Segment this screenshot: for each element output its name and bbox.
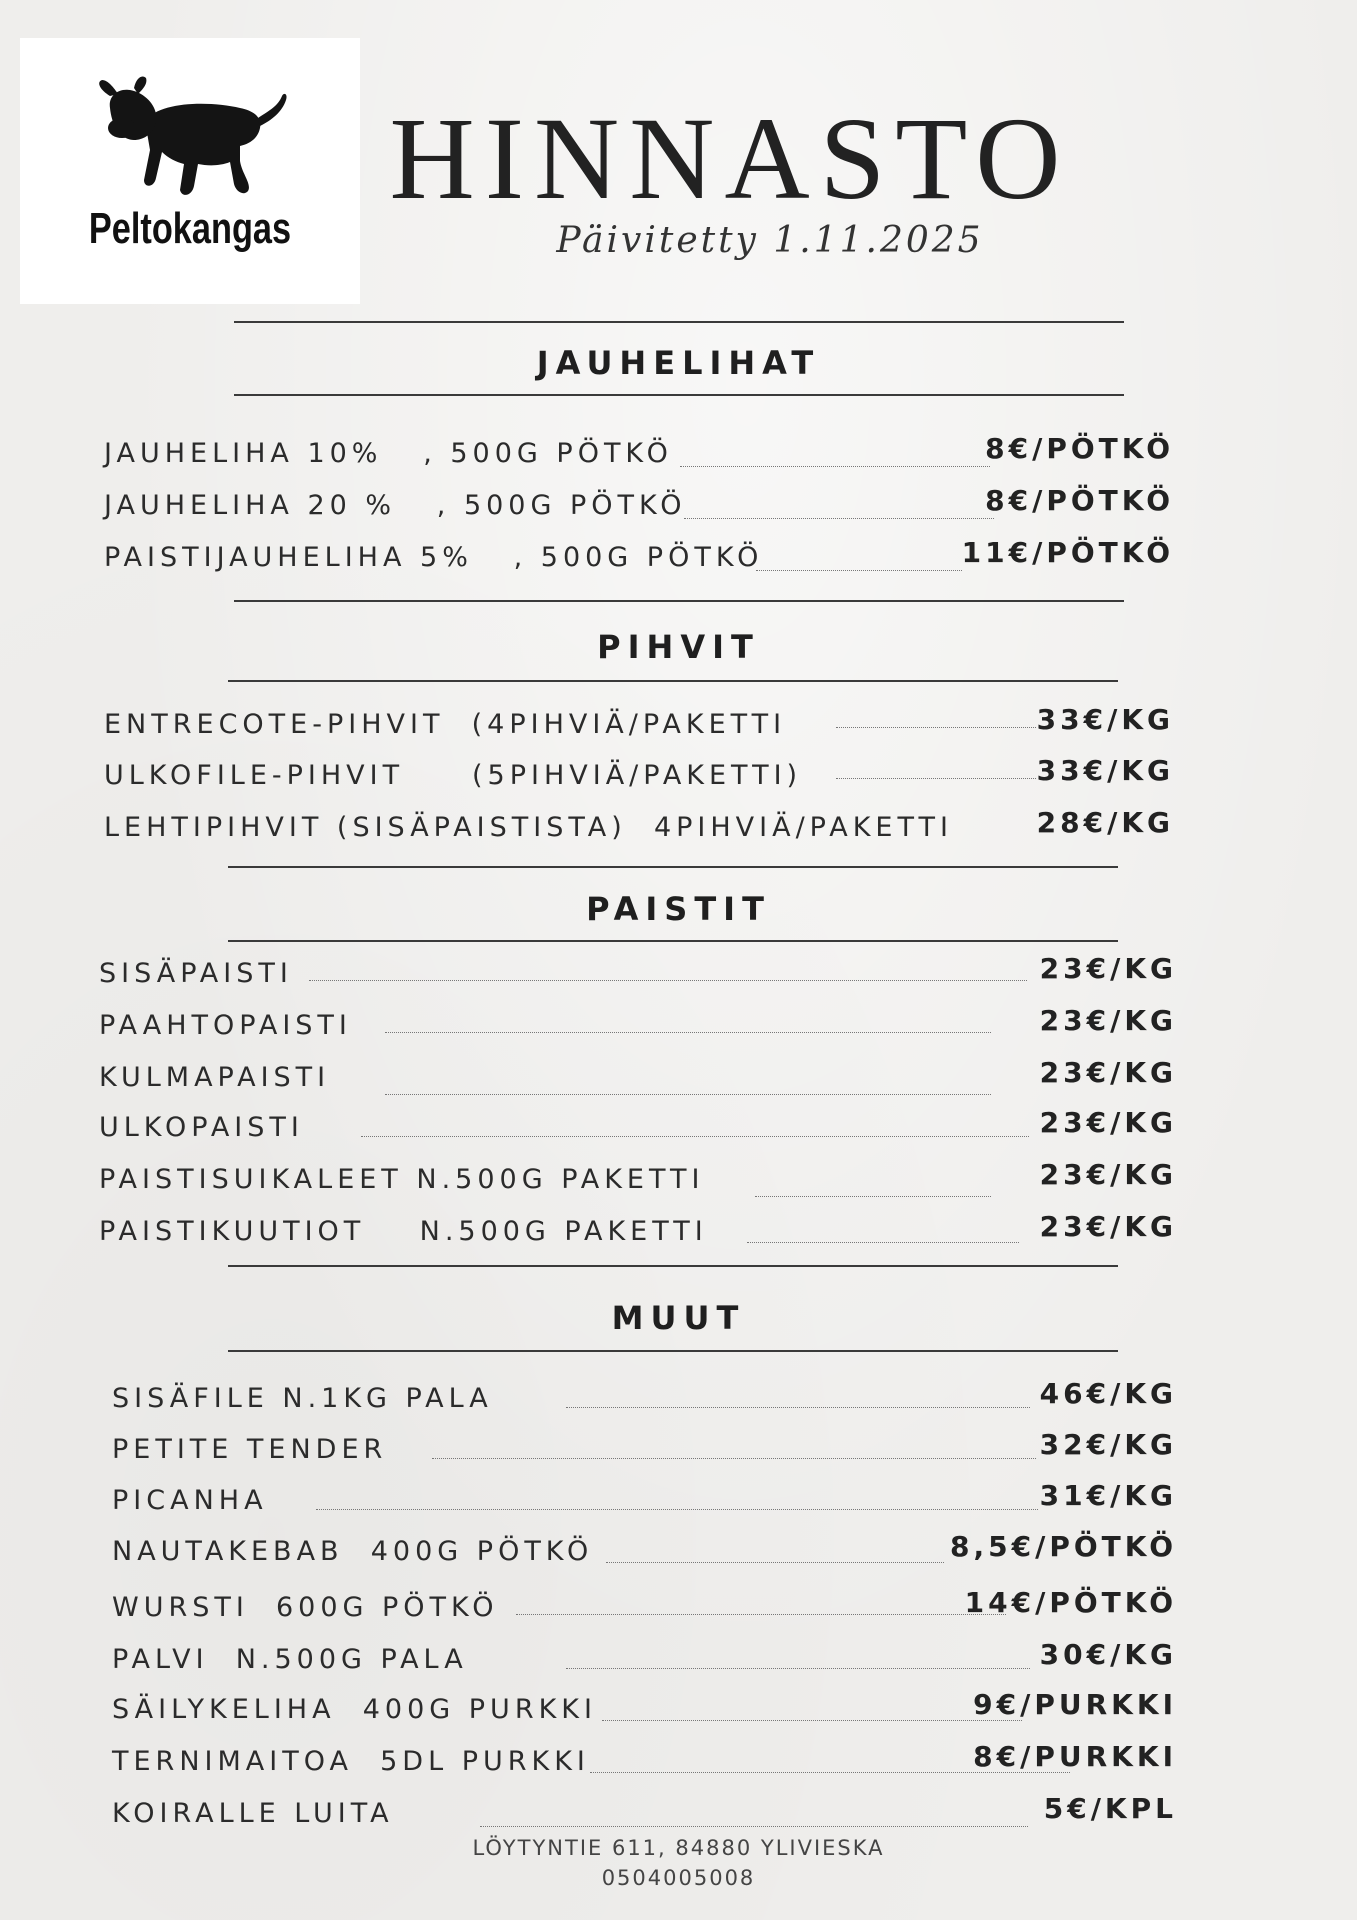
dotted-leader	[606, 1562, 944, 1563]
item-price: 33€/KG	[1036, 703, 1174, 736]
item-label: SISÄFILE N.1KG PALA	[112, 1383, 493, 1414]
price-row	[99, 1054, 1177, 1104]
item-price: 5€/KPL	[1043, 1792, 1177, 1825]
dotted-leader	[836, 778, 1036, 779]
dotted-leader	[385, 1032, 991, 1033]
item-price: 23€/KG	[1039, 1004, 1177, 1037]
price-row	[112, 1790, 1177, 1840]
dotted-leader	[361, 1136, 1029, 1137]
dotted-leader	[836, 727, 1036, 728]
item-label: NAUTAKEBAB 400G PÖTKÖ	[112, 1536, 594, 1567]
price-row	[112, 1738, 1177, 1788]
price-row	[112, 1584, 1177, 1634]
dotted-leader	[480, 1826, 1028, 1827]
item-price: 28€/KG	[1036, 806, 1174, 839]
price-row	[99, 1156, 1177, 1206]
price-row	[112, 1636, 1177, 1686]
dotted-leader	[432, 1458, 1036, 1459]
divider	[228, 1350, 1118, 1352]
dotted-leader	[680, 466, 990, 467]
item-price: 23€/KG	[1039, 952, 1177, 985]
item-label: PETITE TENDER	[112, 1434, 388, 1465]
item-price: 8€/PURKKI	[973, 1740, 1177, 1773]
dotted-leader	[756, 570, 962, 571]
item-price: 23€/KG	[1039, 1056, 1177, 1089]
divider	[234, 321, 1124, 323]
divider	[228, 1265, 1118, 1267]
updated-date: Päivitetty 1.11.2025	[556, 220, 984, 261]
item-label: TERNIMAITOA 5DL PURKKI	[112, 1746, 590, 1777]
dotted-leader	[566, 1668, 1030, 1669]
divider	[234, 600, 1124, 602]
item-price: 33€/KG	[1036, 754, 1174, 787]
price-row	[99, 950, 1177, 1000]
section-title-jauhelihat: JAUHELIHAT	[536, 344, 821, 382]
dotted-leader	[385, 1094, 991, 1095]
price-row	[112, 1528, 1177, 1578]
dotted-leader	[747, 1242, 1019, 1243]
dotted-leader	[566, 1407, 1030, 1408]
dotted-leader	[309, 980, 1027, 981]
section-title-paistit: PAISTIT	[586, 890, 771, 928]
price-row	[112, 1477, 1177, 1527]
item-label: KOIRALLE LUITA	[112, 1798, 394, 1829]
item-label: PALVI N.500G PALA	[112, 1644, 468, 1675]
item-price: 9€/PURKKI	[973, 1688, 1177, 1721]
footer-address: LÖYTYNTIE 611, 84880 YLIVIESKA	[472, 1836, 885, 1860]
item-label: PAISTIJAUHELIHA 5% , 500G PÖTKÖ	[104, 542, 764, 573]
item-price: 30€/KG	[1039, 1638, 1177, 1671]
dotted-leader	[516, 1614, 1006, 1615]
dotted-leader	[602, 1720, 1022, 1721]
item-label: PAISTIKUUTIOT N.500G PAKETTI	[99, 1216, 708, 1247]
item-label: LEHTIPIHVIT (SISÄPAISTISTA) 4PIHVIÄ/PAKETTI	[104, 812, 953, 843]
divider	[228, 680, 1118, 682]
item-label: JAUHELIHA 10% , 500G PÖTKÖ	[104, 438, 673, 469]
item-price: 31€/KG	[1039, 1479, 1177, 1512]
price-row	[99, 1002, 1177, 1052]
item-label: JAUHELIHA 20 % , 500G PÖTKÖ	[104, 490, 687, 521]
item-price: 23€/KG	[1039, 1158, 1177, 1191]
item-price: 23€/KG	[1039, 1106, 1177, 1139]
item-price: 8,5€/PÖTKÖ	[950, 1530, 1177, 1563]
item-price: 46€/KG	[1039, 1377, 1177, 1410]
section-title-pihvit: PIHVIT	[597, 628, 760, 666]
item-label: KULMAPAISTI	[99, 1062, 331, 1093]
section-title-muut: MUUT	[611, 1299, 746, 1337]
price-row	[112, 1686, 1177, 1736]
price-row	[99, 1208, 1177, 1258]
item-price: 8€/PÖTKÖ	[985, 432, 1174, 465]
divider	[228, 866, 1118, 868]
cow-icon	[90, 66, 290, 206]
item-label: WURSTI 600G PÖTKÖ	[112, 1592, 499, 1623]
page-title: HINNASTO	[389, 93, 1071, 224]
dotted-leader	[316, 1509, 1038, 1510]
item-price: 8€/PÖTKÖ	[985, 484, 1174, 517]
price-row	[112, 1426, 1177, 1476]
price-row	[104, 534, 1174, 584]
item-label: PAISTISUIKALEET N.500G PAKETTI	[99, 1164, 705, 1195]
dotted-leader	[755, 1196, 991, 1197]
item-label: SÄILYKELIHA 400G PURKKI	[112, 1694, 597, 1725]
item-label: PICANHA	[112, 1485, 268, 1516]
price-row	[104, 482, 1174, 532]
price-row	[104, 430, 1174, 480]
price-row	[99, 1104, 1177, 1154]
item-label: SISÄPAISTI	[99, 958, 293, 989]
item-label: PAAHTOPAISTI	[99, 1010, 352, 1041]
item-price: 32€/KG	[1039, 1428, 1177, 1461]
item-price: 11€/PÖTKÖ	[961, 536, 1174, 569]
item-label: ULKOFILE-PIHVIT (5PIHVIÄ/PAKETTI)	[104, 760, 803, 791]
price-row	[104, 752, 1174, 802]
dotted-leader	[684, 518, 994, 519]
item-price: 23€/KG	[1039, 1210, 1177, 1243]
divider	[234, 394, 1124, 396]
item-price: 14€/PÖTKÖ	[964, 1586, 1177, 1619]
divider	[228, 940, 1118, 942]
footer-phone: 0504005008	[601, 1866, 756, 1890]
brand-name: Peltokangas	[88, 204, 292, 253]
price-row	[104, 701, 1174, 751]
price-row	[104, 804, 1174, 854]
item-label: ENTRECOTE-PIHVIT (4PIHVIÄ/PAKETTI	[104, 709, 787, 740]
logo	[20, 38, 360, 304]
price-row	[112, 1375, 1177, 1425]
item-label: ULKOPAISTI	[99, 1112, 304, 1143]
